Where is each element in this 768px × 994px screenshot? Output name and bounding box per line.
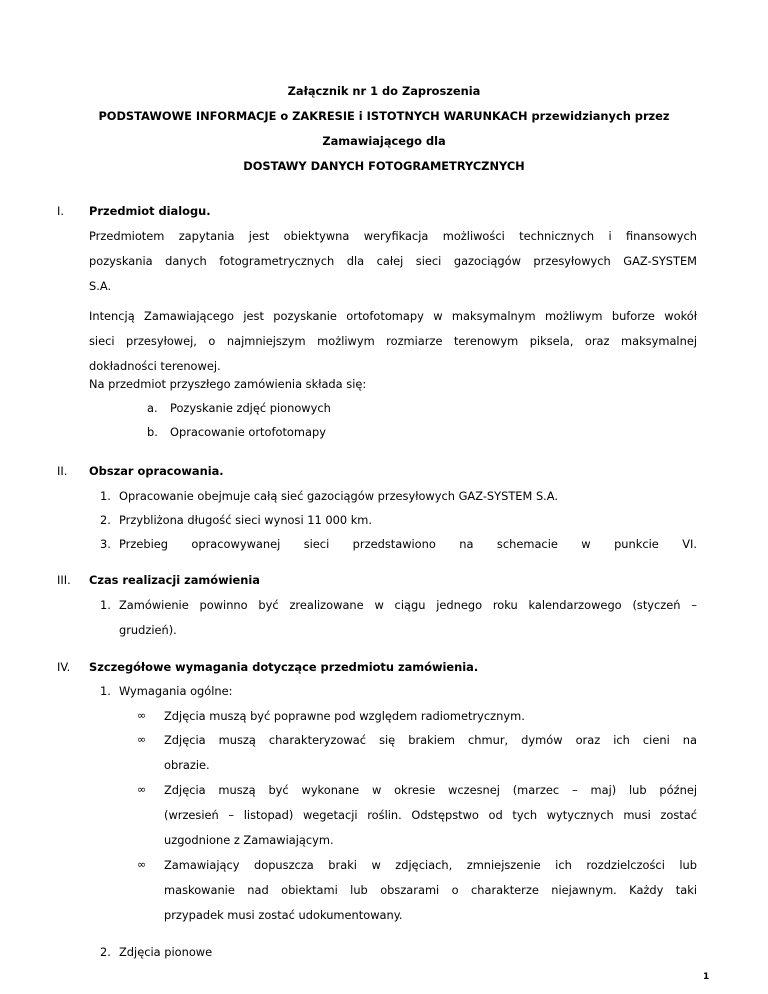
- list-item: Przebieg opracowywanej sieci przedstawiono na schemacie w punkcie VI.: [119, 537, 697, 551]
- list-item: Zamówienie powinno być zrealizowane w ciągu jednego roku kalendarzowego (styczeń –: [119, 598, 697, 612]
- bullet-item-continuation: obrazie.: [164, 758, 210, 772]
- section-1-paragraph-line: Intencją Zamawiającego jest pozyskanie ortofotomapy w maksymalnym możliwym buforze wokół: [89, 309, 697, 323]
- section-1-paragraph-line: Na przedmiot przyszłego zamówienia składa się:: [89, 377, 367, 391]
- infinity-bullet-icon: ∞: [137, 733, 147, 746]
- section-1-paragraph-line: Przedmiotem zapytania jest obiektywna weryfikacja możliwości technicznych i finansowych: [89, 229, 697, 243]
- bullet-item: Zdjęcia muszą być wykonane w okresie wczesnej (marzec – maj) lub późnej: [164, 783, 697, 797]
- list-item-marker: 2.: [100, 945, 111, 959]
- list-item-continuation: grudzień).: [119, 623, 177, 637]
- document-heading-line2: Zamawiającego dla: [322, 134, 446, 148]
- bullet-item-continuation: (wrzesień – listopad) wegetacji roślin. Odstępstwo od tych wytycznych musi zostać: [164, 808, 697, 822]
- section-1-paragraph-line: sieci przesyłowej, o najmniejszym możliwym rozmiarze terenowym piksela, oraz maksymalnej: [89, 334, 697, 348]
- bullet-item-continuation: przypadek musi zostać udokumentowany.: [164, 908, 403, 922]
- bullet-item-continuation: uzgodnione z Zamawiającym.: [164, 833, 334, 847]
- bullet-item: Zamawiający dopuszcza braki w zdjęciach, zmniejszenie ich rozdzielczości lub: [164, 858, 697, 872]
- list-item-marker: 3.: [100, 537, 111, 551]
- bullet-item: Zdjęcia muszą być poprawne pod względem radiometrycznym.: [164, 709, 525, 723]
- list-item-marker: 1.: [100, 684, 111, 698]
- section-1-number: I.: [57, 204, 64, 218]
- section-3-number: III.: [57, 573, 71, 587]
- infinity-bullet-icon: ∞: [137, 709, 147, 722]
- document-heading-line1: PODSTAWOWE INFORMACJE o ZAKRESIE i ISTOTNYCH WARUNKACH przewidzianych przez: [98, 109, 670, 123]
- section-1-paragraph-line: pozyskania danych fotogrametrycznych dla całej sieci gazociągów przesyłowych GAZ-SYSTEM: [89, 254, 697, 268]
- list-item-marker: 2.: [100, 513, 111, 527]
- subsection-title: Wymagania ogólne:: [119, 684, 233, 698]
- bullet-item-continuation: maskowanie nad obiektami lub obszarami o charakterze niejawnym. Każdy taki: [164, 883, 697, 897]
- section-2-number: II.: [57, 464, 68, 478]
- list-item-marker: a.: [147, 401, 158, 415]
- section-4-title: Szczegółowe wymagania dotyczące przedmiotu zamówienia.: [89, 660, 479, 674]
- list-item: Opracowanie obejmuje całą sieć gazociągów przesyłowych GAZ-SYSTEM S.A.: [119, 489, 559, 503]
- document-heading-line3: DOSTAWY DANYCH FOTOGRAMETRYCZNYCH: [243, 159, 525, 173]
- subsection-title: Zdjęcia pionowe: [119, 945, 213, 959]
- bullet-item: Zdjęcia muszą charakteryzować się brakiem chmur, dymów oraz ich cieni na: [164, 733, 697, 747]
- infinity-bullet-icon: ∞: [137, 858, 147, 871]
- infinity-bullet-icon: ∞: [137, 783, 147, 796]
- list-item: Przybliżona długość sieci wynosi 11 000 km.: [119, 513, 373, 527]
- section-2-title: Obszar opracowania.: [89, 464, 224, 478]
- attachment-title: Załącznik nr 1 do Zaproszenia: [287, 84, 481, 98]
- list-item-marker: 1.: [100, 489, 111, 503]
- section-3-title: Czas realizacji zamówienia: [89, 573, 260, 587]
- section-1-paragraph-line: dokładności terenowej.: [89, 359, 221, 373]
- list-item-marker: b.: [147, 425, 158, 439]
- page-number: 1: [703, 972, 710, 982]
- section-1-title: Przedmiot dialogu.: [89, 204, 211, 218]
- section-1-paragraph-line: S.A.: [89, 279, 112, 293]
- section-4-number: IV.: [57, 660, 71, 674]
- list-item-marker: 1.: [100, 598, 111, 612]
- list-item: Opracowanie ortofotomapy: [170, 425, 326, 439]
- list-item: Pozyskanie zdjęć pionowych: [170, 401, 331, 415]
